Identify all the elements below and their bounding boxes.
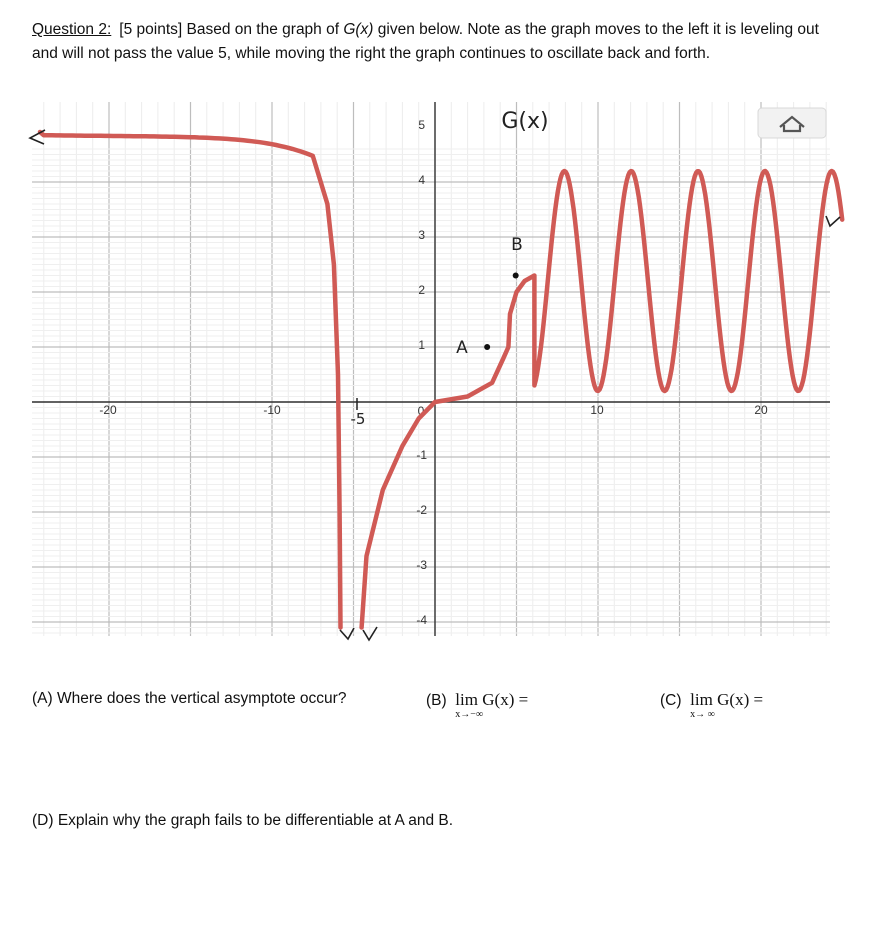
part-b-label: (B) — [426, 692, 447, 709]
question-text — [32, 18, 842, 66]
graph — [0, 95, 874, 650]
right-arrow-icon — [826, 216, 840, 226]
part-c-expression: G(x) = — [717, 690, 764, 709]
part-c — [660, 690, 764, 720]
y-tick-label: -1 — [416, 448, 427, 462]
y-tick-label: 1 — [418, 338, 425, 352]
part-b-expression: G(x) = — [482, 690, 529, 709]
home-button[interactable] — [758, 108, 826, 138]
part-c-label: (C) — [660, 692, 682, 709]
part-c-limit-sub: x→ ∞ — [690, 709, 715, 720]
minus-five-label: -5 — [350, 410, 366, 428]
y-tick-label: -3 — [416, 558, 427, 572]
y-tick-label: 4 — [418, 173, 425, 187]
point-b-marker — [513, 273, 519, 279]
part-a-text: (A) Where does the vertical asymptote occur? — [32, 690, 347, 707]
part-d — [32, 812, 453, 830]
question-text-2: given below. Note as the graph moves to the left it is leveling out and will not pass the value 5, while moving the right the graph continues to oscillate back and forth. — [32, 21, 819, 62]
x-tick-label: 20 — [754, 403, 768, 417]
point-a-label: A — [456, 338, 468, 358]
part-b-limit-sub: x→−∞ — [455, 709, 484, 720]
part-b — [426, 690, 529, 720]
part-b-limit: lim x→−∞ — [455, 690, 484, 720]
point-a-marker — [484, 344, 490, 350]
question-function: G(x) — [343, 21, 374, 38]
x-tick-label: -10 — [263, 403, 281, 417]
y-tick-label: 2 — [418, 283, 425, 297]
part-a — [32, 690, 346, 708]
grid — [32, 102, 830, 636]
graph-title: G(x) — [501, 109, 549, 134]
origin-label: 0 — [417, 404, 425, 418]
x-tick-label: 10 — [590, 403, 604, 417]
y-tick-label: -4 — [416, 613, 427, 627]
question-label: Question 2: — [32, 21, 112, 38]
question-points: [5 points] — [119, 21, 183, 38]
point-b-label: B — [511, 235, 523, 255]
y-tick-label: 5 — [418, 118, 425, 132]
question-text-1: Based on the graph of — [186, 21, 344, 38]
graph-curve-right-branch — [362, 171, 843, 628]
x-tick-label: -20 — [99, 403, 117, 417]
y-tick-label: -2 — [416, 503, 427, 517]
part-c-limit: lim x→ ∞ — [690, 690, 715, 720]
y-tick-label: 3 — [418, 228, 425, 242]
part-d-text: (D) Explain why the graph fails to be differentiable at A and B. — [32, 812, 454, 829]
